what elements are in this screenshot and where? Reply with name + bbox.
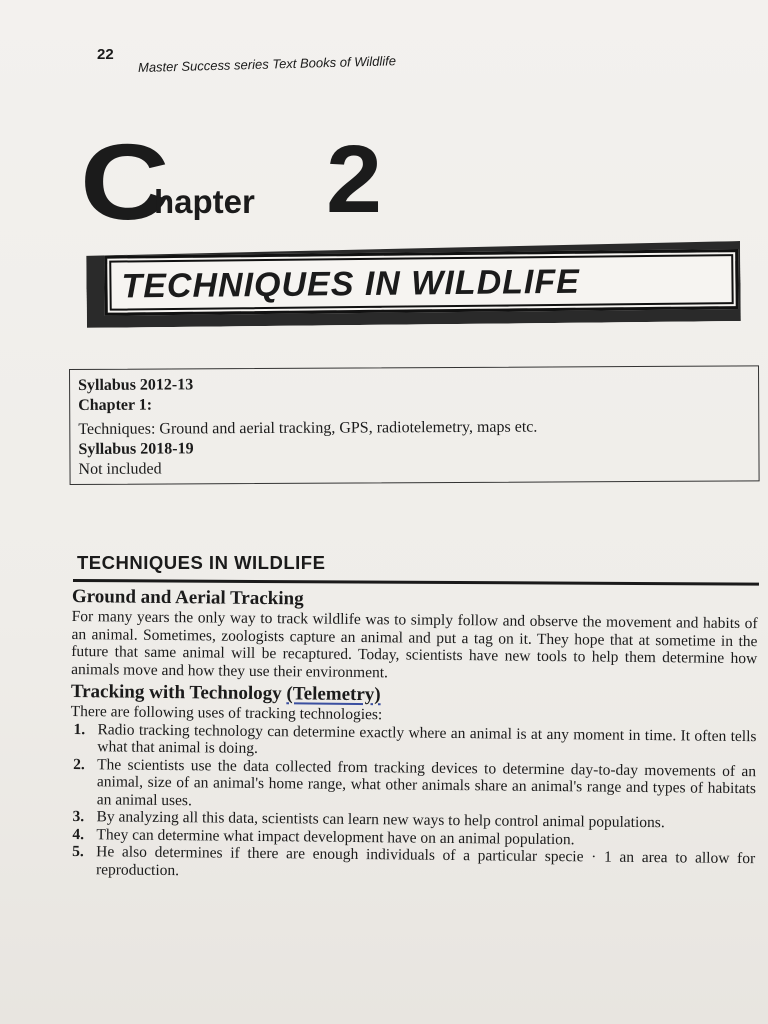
chapter-title: TECHNIQUES IN WILDLIFE <box>121 262 580 306</box>
syllabus-topics: Techniques: Ground and aerial tracking, GPS, radiotelemetry, maps etc. <box>78 418 538 438</box>
list-text: By analyzing all this data, scientists can learn new ways to help control animal populations. <box>96 808 665 832</box>
chapter-heading <box>80 121 440 242</box>
syllabus-year-2012: Syllabus 2012-13 <box>78 376 194 394</box>
chapter-initial: C <box>80 121 168 242</box>
body-text <box>69 586 758 885</box>
list-text: Radio tracking technology can determine exactly where an animal is at any moment in time. It often tells what that animal is doing. <box>97 720 757 757</box>
list-item <box>70 755 757 815</box>
list-number: 1. <box>73 720 86 738</box>
syllabus-chapter: Chapter 1: <box>78 396 153 414</box>
chapter-number: 2 <box>326 126 383 233</box>
list-text: They can determine what impact development have on an animal population. <box>96 825 575 848</box>
syllabus-year-2018: Syllabus 2018-19 <box>78 440 194 458</box>
subsection-title-prefix: Tracking with Technology <box>70 680 287 705</box>
uses-list <box>69 720 757 885</box>
paragraph-tracking: For many years the only way to track wildlife was to simply follow and observe the movement and habits of an animal. Sometimes, zoologists capture an animal and put a tag on it. They hope that at sometime in the future that same animal will be recaptured. Today, scientists have new tools to help them determine how animals move and how they use their environment. <box>71 607 758 681</box>
syllabus-box <box>69 365 760 485</box>
list-number: 4. <box>72 825 85 843</box>
list-number: 3. <box>72 808 85 826</box>
list-intro: There are following uses of tracking technologies: <box>70 702 383 724</box>
list-number: 2. <box>73 755 85 773</box>
banner-box <box>104 249 739 316</box>
page-number: 22 <box>97 46 114 63</box>
list-number: 5. <box>72 843 84 861</box>
running-header: Master Success series Text Books of Wildlife <box>137 53 397 75</box>
syllabus-note: Not included <box>78 460 162 478</box>
list-text: He also determines if there are enough individuals of a particular specie · 1 an area to allow for reproduction. <box>95 843 756 879</box>
section-divider <box>73 579 759 586</box>
telemetry-underlined: (Telemetry) <box>286 683 381 706</box>
chapter-word: hapter <box>154 183 255 220</box>
chapter-title-banner <box>74 233 743 338</box>
section-title: TECHNIQUES IN WILDLIFE <box>77 552 326 573</box>
subsection-title-tracking: Ground and Aerial Tracking <box>71 586 304 610</box>
list-text: The scientists use the data collected from tracking devices to determine day-to-day movements of an animal, size of an animal's home range, what other animals share an animal's range and types of habitats an animal uses. <box>96 755 757 809</box>
list-item <box>69 843 755 885</box>
